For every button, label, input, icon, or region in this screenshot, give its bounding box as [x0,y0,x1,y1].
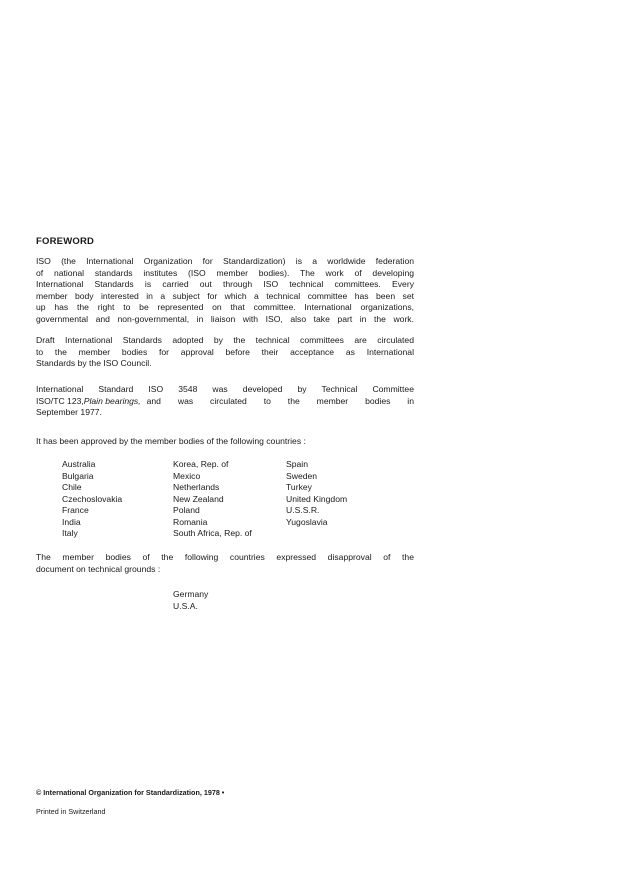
disapproval-intro [36,552,414,575]
printed-in: Printed in Switzerland [36,807,106,816]
text-line: ISO (the International Organization for Standardization) is a worldwide federation [36,256,414,266]
text-line: The member bodies of the following countries expressed disapproval of the [36,552,414,562]
country: Czechoslovakia [62,493,123,504]
text-line: International Standards is carried out through ISO technical committees. Every [36,279,414,289]
country: Korea, Rep. of [173,459,229,469]
country: India [62,516,81,527]
country: U.S.A. [173,600,198,611]
text-line: Standards by the ISO Council. [36,358,152,368]
country: U.S.S.R. [286,505,320,515]
paragraph-iso-3548 [36,384,414,419]
country: South Africa, Rep. of [173,528,252,538]
country: New Zealand [173,493,224,504]
country: United Kingdom [286,493,348,504]
country-column [62,459,173,540]
paragraph-draft-standards [36,335,414,370]
committee-ref: ISO/TC 123, [36,395,84,406]
copyright-notice: © International Organization for Standardization, 1978 • [36,788,225,797]
text-line: document on technical grounds : [36,563,161,574]
country-column [286,459,347,540]
country: Germany [173,589,209,599]
text-line: It has been approved by the member bodies of the following countries : [36,436,306,446]
text-line: to the member bodies for approval before their acceptance as International [36,346,414,357]
country: Sweden [286,470,318,481]
text-line: September 1977. [36,407,102,417]
country: Netherlands [173,482,220,492]
country: Bulgaria [62,470,94,481]
text-line: International Standard ISO 3548 was developed by Technical Committee [36,384,414,394]
country: Poland [173,505,200,515]
text-line: Draft International Standards adopted by the technical committees are circulated [36,335,414,345]
approved-countries-list [62,459,347,540]
committee-title: Plain bearings, [83,395,141,406]
country: Spain [286,459,308,469]
paragraph-iso-intro [36,256,414,325]
text-line: of national standards institutes (ISO member bodies). The work of developing [36,267,414,278]
country: Mexico [173,470,201,481]
text-line: up has the right to be represented on that committee. International organizations, [36,302,414,312]
text-line [36,396,414,408]
country-column [173,459,286,540]
text-line: member body interested in a subject for which a technical committee has been set [36,290,414,301]
country: Italy [62,528,78,538]
text-line: governmental and non-governmental, in liaison with ISO, also take part in the work. [36,313,414,324]
text-span: and was circulated to the member bodies in [146,395,414,406]
country: Turkey [286,482,312,492]
foreword-heading: FOREWORD [36,236,95,247]
country: Australia [62,459,96,469]
approved-intro [36,436,414,448]
country: Yugoslavia [286,516,328,527]
country: France [62,505,89,515]
country: Romania [173,516,208,527]
country: Chile [62,482,82,492]
disapproving-countries [173,589,208,612]
